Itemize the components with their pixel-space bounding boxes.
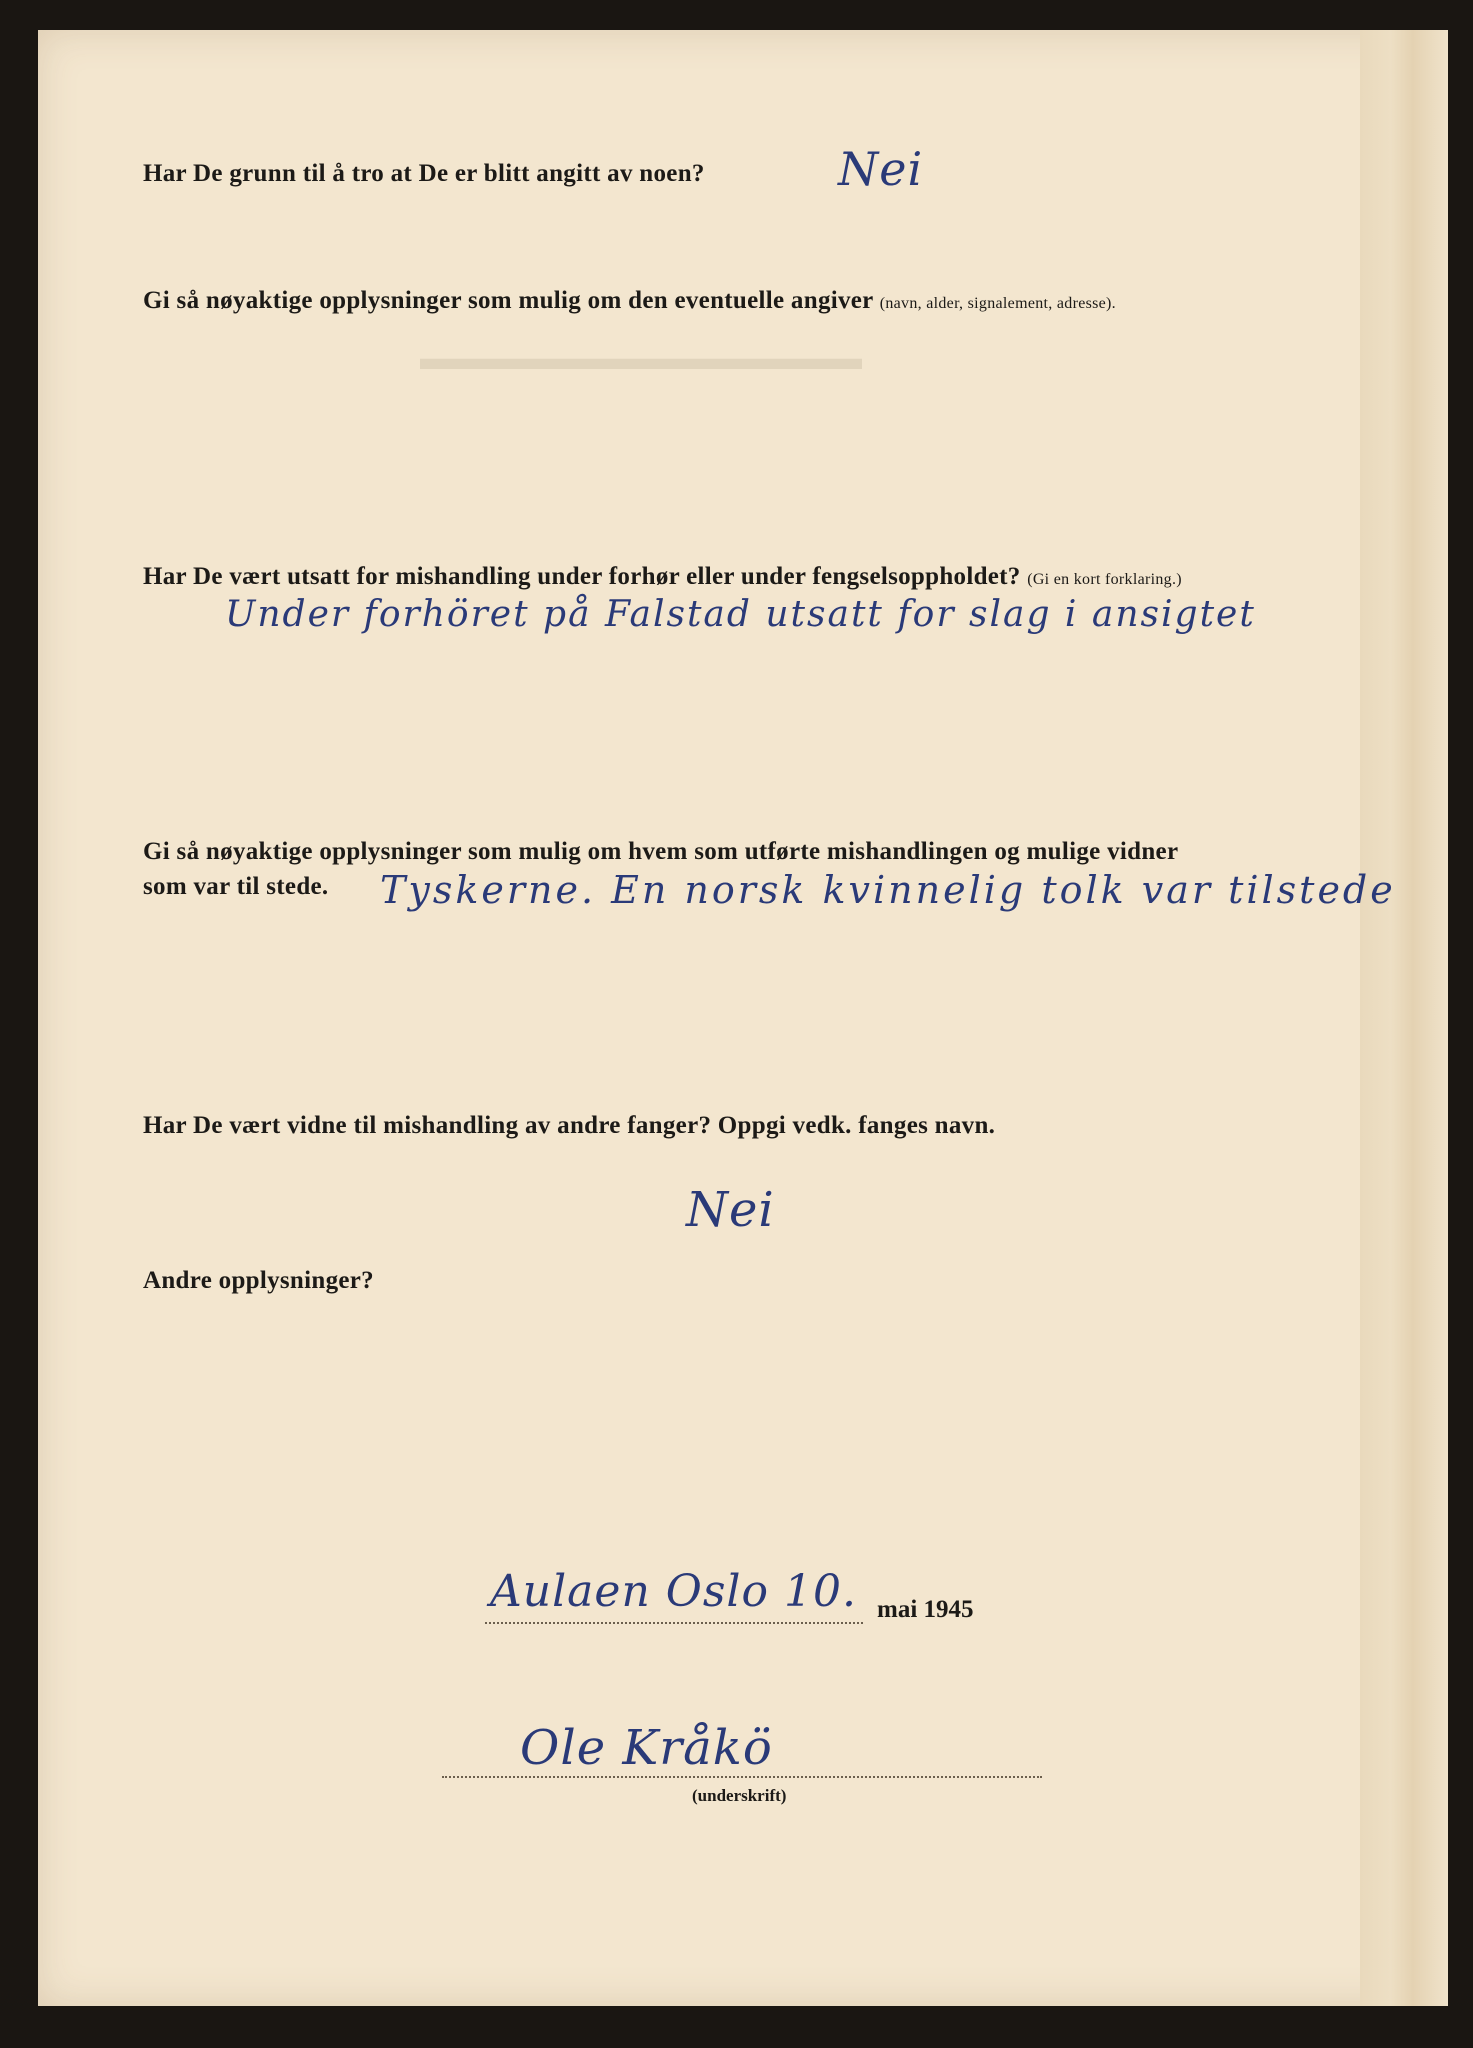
bleed-through-heading: ▬▬▬▬▬▬▬▬▬▬▬▬▬ [420, 340, 862, 377]
date-printed: mai 1945 [877, 1596, 974, 1623]
question-angiver-text: Gi så nøyaktige opplysninger som mulig om den eventuelle angiver [143, 287, 874, 314]
question-vidne: Har De vært vidne til mishandling av andre fanger? Oppgi vedk. fanges navn. [143, 1112, 996, 1139]
answer-mishandling: Under forhöret på Falstad utsatt for slag i ansigtet [225, 594, 1256, 635]
page-edge [1360, 30, 1448, 2006]
question-mishandling-note: (Gi en kort forklaring.) [1027, 571, 1182, 588]
question-utforte-line2: som var til stede. [143, 873, 329, 900]
signature-caption: (underskrift) [692, 1786, 787, 1805]
place-date-handwritten: Aulaen Oslo 10. [490, 1566, 857, 1617]
form-page [38, 30, 1448, 2006]
question-angiver-note: (navn, alder, signalement, adresse). [879, 295, 1116, 312]
question-angiver [143, 287, 1116, 315]
question-mishandling [143, 563, 1182, 591]
question-andre: Andre opplysninger? [143, 1267, 374, 1294]
question-angitt: Har De grunn til å tro at De er blitt angitt av noen? [143, 160, 705, 187]
question-mishandling-text: Har De vært utsatt for mishandling under forhør eller under fengselsoppholdet? [143, 563, 1021, 590]
date-dotted-line [485, 1622, 863, 1624]
answer-utforte: Tyskerne. En norsk kvinnelig tolk var tilstede [380, 868, 1396, 912]
question-utforte-line1: Gi så nøyaktige opplysninger som mulig om hvem som utførte mishandlingen og mulige vidner [143, 838, 1179, 865]
answer-vidne: Nei [686, 1182, 775, 1238]
answer-angitt: Nei [838, 142, 924, 196]
signature-dotted-line [442, 1776, 1042, 1778]
signature: Ole Kråkö [520, 1720, 773, 1776]
